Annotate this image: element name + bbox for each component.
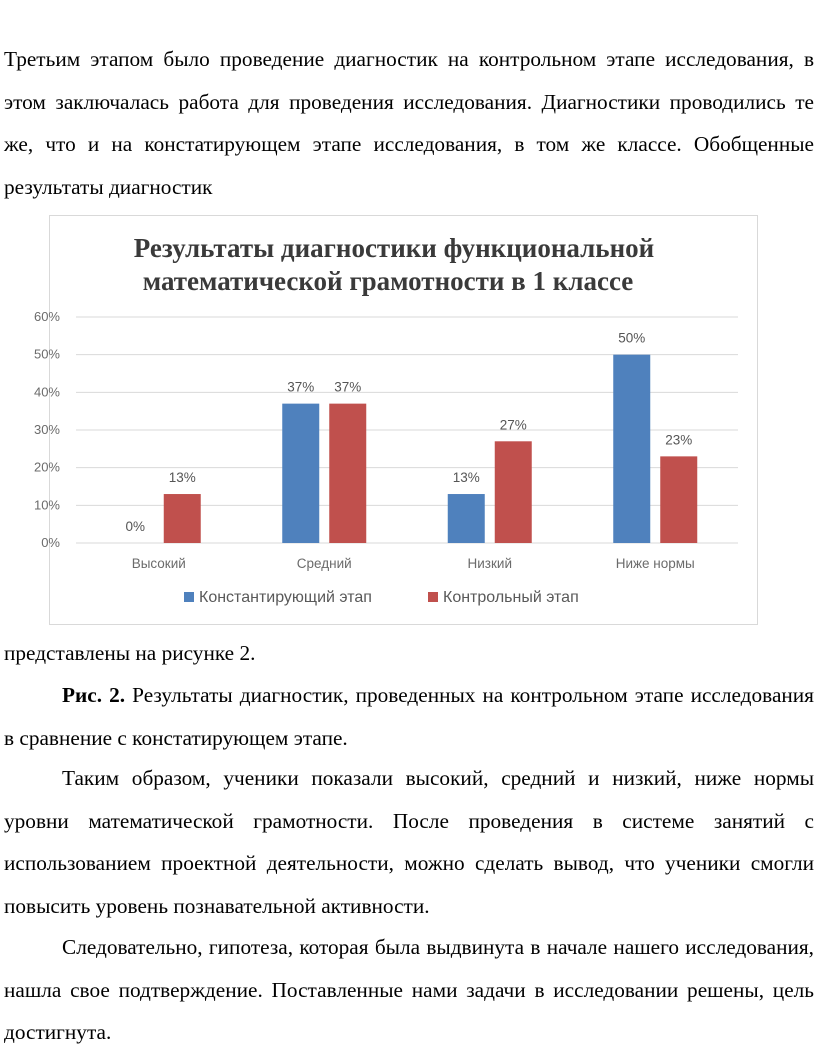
y-tick-label: 60%	[33, 309, 60, 324]
y-tick-label: 0%	[41, 535, 60, 550]
bar-constating	[613, 355, 650, 543]
data-label: 0%	[125, 519, 146, 534]
paragraph-intro: Третьим этапом было проведение диагностик на контрольном этапе исследования, в этом заключалась работа для проведения исследования. Диагностики проводились те же, что и на констатирующем этапе исследования, в том же классе. Обобщенные результаты диагностик	[4, 47, 814, 199]
bar-constating	[282, 404, 319, 543]
x-category-label: Высокий	[131, 556, 186, 571]
chart-title-line2: математической грамотности в 1 классе	[142, 266, 634, 296]
paragraph-hypothesis: Следовательно, гипотеза, которая была выдвинута в начале нашего исследования, нашла свое подтверждение. Поставленные нами задачи в исследовании решены, цель достигнута.	[4, 935, 814, 1044]
caption-label: Рис. 2.	[62, 683, 126, 707]
y-tick-label: 40%	[33, 384, 60, 400]
chart-canvas	[33, 216, 757, 624]
caption-text: Результаты диагностик, проведенных на контрольном этапе исследования в сравнение с констатирующем этапе.	[4, 683, 814, 750]
legend-swatch	[428, 592, 438, 602]
y-tick-label: 20%	[33, 459, 60, 475]
x-category-label: Ниже нормы	[615, 556, 695, 571]
y-tick-label: 50%	[33, 346, 60, 362]
x-category-label: Низкий	[467, 556, 512, 571]
paragraph-conclusion: Таким образом, ученики показали высокий, средний и низкий, ниже нормы уровни математической грамотности. После проведения в системе занятий с использованием проектной деятельности, можно сделать вывод, что ученики смогли повысить уровень познавательной активности.	[4, 766, 814, 918]
bar-chart	[33, 215, 758, 625]
bar-control	[164, 494, 201, 543]
legend-swatch	[184, 592, 194, 602]
y-tick-label: 30%	[33, 422, 60, 437]
bar-control	[660, 456, 697, 543]
bar-control	[329, 404, 366, 543]
data-label: 13%	[168, 470, 196, 486]
y-tick-label: 10%	[33, 497, 60, 513]
data-label: 27%	[499, 417, 527, 433]
bar-control	[495, 441, 532, 543]
figure-caption	[4, 674, 814, 759]
chart-title-line1: Результаты диагностики функциональной	[133, 233, 655, 263]
data-label: 13%	[452, 470, 480, 486]
bar-constating	[448, 494, 485, 543]
paragraph-figure-ref: представлены на рисунке 2.	[4, 641, 256, 665]
data-label: 37%	[334, 379, 362, 395]
data-label: 37%	[287, 379, 315, 395]
x-category-label: Средний	[296, 556, 352, 571]
legend-label: Контрольный этап	[443, 589, 579, 606]
legend-label: Константирующий этап	[199, 589, 372, 606]
data-label: 23%	[665, 432, 693, 448]
data-label: 50%	[618, 330, 646, 346]
